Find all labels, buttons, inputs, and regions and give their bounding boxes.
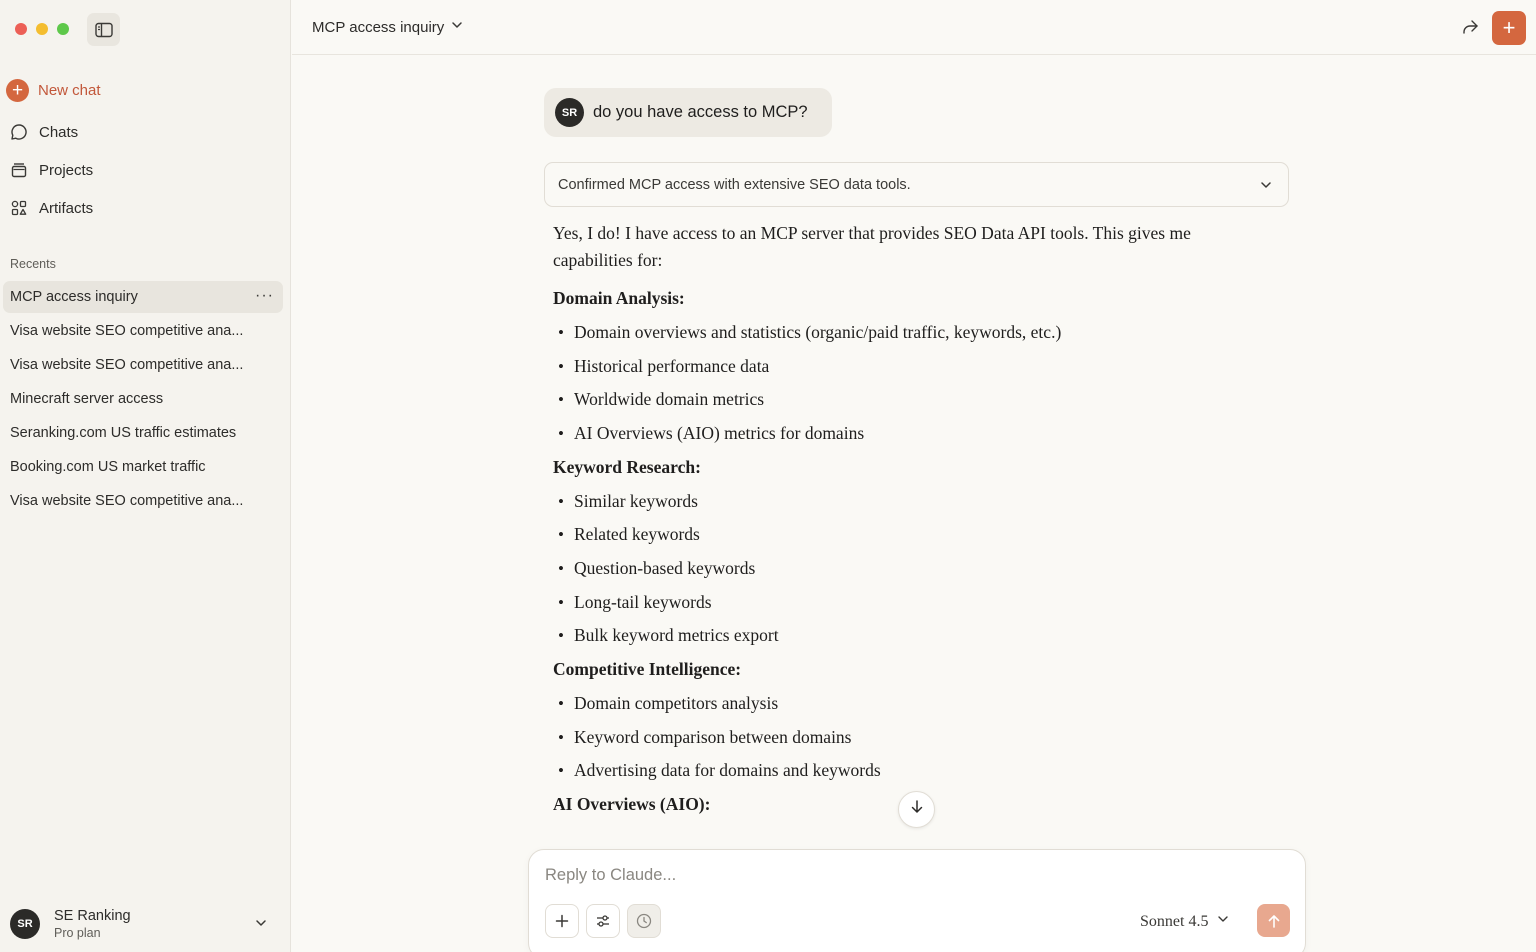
list-item: • Question-based keywords [553, 555, 1253, 582]
chevron-down-icon [254, 916, 268, 935]
user-message [544, 88, 832, 137]
list-item: • Long-tail keywords [553, 589, 1253, 616]
list-item: • Advertising data for domains and keywords [553, 757, 1253, 784]
artifacts-icon [8, 197, 30, 219]
list-item: • Bulk keyword metrics export [553, 622, 1253, 649]
list-item: • Similar keywords [553, 488, 1253, 515]
section-heading: Competitive Intelligence: [553, 659, 742, 680]
arrow-down-icon [909, 799, 925, 820]
recent-chat-label: Seranking.com US traffic estimates [10, 425, 237, 441]
sidebar-icon [95, 22, 113, 38]
recent-chat-item[interactable] [3, 349, 283, 381]
recent-chat-item[interactable] [3, 281, 283, 313]
folder-icon [8, 159, 30, 181]
recent-chat-item[interactable] [3, 485, 283, 517]
sidebar-item-label: Artifacts [39, 199, 94, 217]
recent-chat-item[interactable] [3, 417, 283, 449]
recent-chat-label: Minecraft server access [10, 391, 164, 407]
user-account-menu[interactable] [10, 904, 282, 944]
close-window-button[interactable] [15, 23, 27, 35]
new-chat-label: New chat [38, 81, 101, 99]
bullet-list [553, 319, 1253, 447]
new-chat-button[interactable] [8, 73, 282, 107]
sidebar-toggle-button[interactable] [87, 13, 120, 46]
user-name: SE Ranking [54, 908, 131, 924]
history-button[interactable] [627, 904, 661, 938]
list-item: • Related keywords [553, 521, 1253, 548]
minimize-window-button[interactable] [36, 23, 48, 35]
list-item: • Worldwide domain metrics [553, 386, 1253, 413]
assistant-response [553, 220, 1253, 825]
chat-header [292, 0, 1536, 55]
list-item: • Historical performance data [553, 353, 1253, 380]
window-controls [15, 23, 69, 35]
sidebar-item-projects[interactable] [8, 153, 282, 187]
sidebar [0, 0, 291, 952]
composer [528, 849, 1306, 952]
recent-chat-label: Booking.com US market traffic [10, 459, 206, 475]
recents-heading: Recents [10, 257, 56, 271]
maximize-window-button[interactable] [57, 23, 69, 35]
recent-chat-label: MCP access inquiry [10, 289, 138, 305]
list-item: • Domain overviews and statistics (organic/paid traffic, keywords, etc.) [553, 319, 1253, 346]
recent-chat-item[interactable] [3, 383, 283, 415]
response-intro: Yes, I do! I have access to an MCP server that provides SEO Data API tools. This gives me capabilities for: [553, 223, 1191, 270]
section-heading: Keyword Research: [553, 456, 701, 477]
chat-title-dropdown[interactable] [312, 18, 464, 36]
chevron-down-icon [1258, 177, 1274, 197]
arrow-up-icon [1266, 913, 1282, 929]
recent-chat-item[interactable] [3, 451, 283, 483]
recent-chat-label: Visa website SEO competitive ana... [10, 357, 244, 373]
sidebar-item-chats[interactable] [8, 115, 282, 149]
list-item: • Keyword comparison between domains [553, 724, 1253, 751]
scroll-to-bottom-button[interactable] [898, 791, 935, 828]
recent-chat-label: Visa website SEO competitive ana... [10, 323, 244, 339]
more-options-icon[interactable]: ··· [255, 287, 274, 304]
sidebar-item-label: Projects [39, 161, 94, 179]
model-name: Sonnet 4.5 [1140, 912, 1209, 930]
plus-icon: + [6, 79, 29, 102]
user-plan: Pro plan [54, 926, 101, 940]
tools-settings-button[interactable] [586, 904, 620, 938]
user-message-text: do you have access to MCP? [593, 103, 808, 121]
thinking-summary-toggle[interactable] [544, 162, 1289, 207]
chat-title: MCP access inquiry [312, 18, 445, 36]
recent-chat-item[interactable] [3, 315, 283, 347]
list-item: • Domain competitors analysis [553, 690, 1253, 717]
add-attachment-button[interactable] [545, 904, 579, 938]
chevron-down-icon [1216, 912, 1230, 931]
clock-icon [635, 912, 653, 930]
chat-bubble-icon [8, 121, 30, 143]
new-chat-header-button[interactable]: + [1492, 11, 1526, 45]
chevron-down-icon [450, 18, 464, 36]
bullet-list [553, 690, 1253, 784]
plus-icon [554, 913, 570, 929]
share-icon[interactable] [1460, 17, 1480, 42]
thinking-summary-text: Confirmed MCP access with extensive SEO data tools. [558, 176, 911, 193]
list-item: • AI Overviews (AIO) metrics for domains [553, 420, 1253, 447]
section-heading: Domain Analysis: [553, 288, 685, 308]
avatar: SR [555, 98, 584, 127]
sidebar-item-label: Chats [39, 123, 79, 141]
avatar: SR [10, 909, 40, 939]
recent-chat-label: Visa website SEO competitive ana... [10, 493, 244, 509]
sidebar-item-artifacts[interactable] [8, 191, 282, 225]
reply-input[interactable] [545, 866, 1245, 885]
sliders-icon [595, 913, 611, 929]
model-selector[interactable] [1140, 912, 1230, 931]
section-heading: AI Overviews (AIO): [553, 794, 711, 815]
bullet-list [553, 488, 1253, 649]
send-button[interactable] [1257, 904, 1290, 937]
